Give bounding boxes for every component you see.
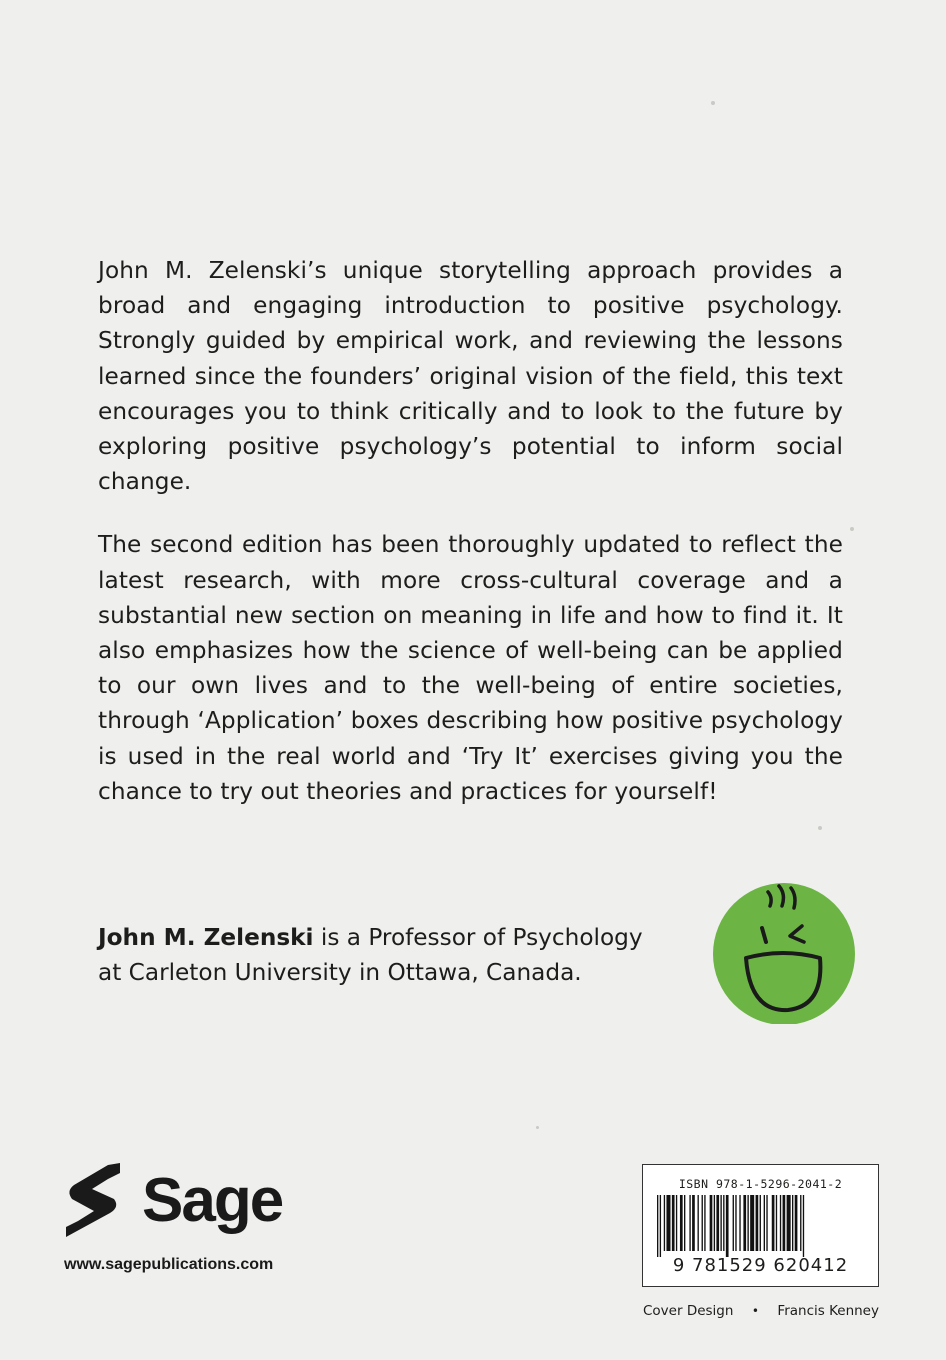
barcode-bar: [766, 1195, 767, 1251]
publisher-url[interactable]: www.sagepublications.com: [64, 1256, 274, 1273]
barcode-bar: [726, 1195, 729, 1257]
barcode-bar: [783, 1195, 786, 1251]
author-bio: [98, 920, 698, 990]
barcode-bar: [743, 1195, 746, 1251]
barcode-bar: [710, 1195, 713, 1251]
barcode-bar: [792, 1195, 793, 1251]
barcode-bar: [760, 1195, 761, 1251]
sage-logo: [64, 1163, 304, 1239]
isbn-barcode: [642, 1164, 879, 1287]
barcode-bar: [803, 1195, 804, 1257]
barcode-bar: [692, 1195, 695, 1251]
sage-wordmark: Sage: [142, 1166, 283, 1235]
barcode-bar: [664, 1195, 665, 1251]
author-bio-line-1: is a Professor of Psychology: [313, 924, 643, 951]
barcode-bar: [795, 1195, 798, 1251]
barcode-bar: [739, 1195, 740, 1251]
barcode-bar: [680, 1195, 683, 1251]
barcode-bar: [750, 1195, 754, 1251]
barcode-bar: [698, 1195, 699, 1251]
paper-speck: [850, 527, 854, 531]
paper-speck: [711, 101, 715, 105]
barcode-digits: 9 781529 620412: [672, 1255, 849, 1276]
barcode-bar: [716, 1195, 719, 1251]
barcode-bar: [756, 1195, 759, 1251]
barcode-bar: [676, 1195, 677, 1251]
credit-role: Cover Design: [643, 1303, 734, 1319]
barcode-bar: [702, 1195, 703, 1251]
author-name: John M. Zelenski: [98, 924, 314, 951]
barcode-bar: [657, 1195, 658, 1257]
blurb-paragraph-1: John M. Zelenski’s unique storytelling approach provides a broad and engaging introduction to positive psychology. Strongly guided by empirical work, and reviewing the lessons learned since the founders’ original vision of the field, this text encourages you to think critically and to look to the future by exploring positive psychology’s potential to inform social change.: [98, 257, 843, 496]
credit-designer: Francis Kenney: [777, 1303, 879, 1319]
barcode-bar: [800, 1195, 801, 1251]
barcode-bar: [764, 1195, 765, 1251]
barcode-bar: [772, 1195, 775, 1251]
smiley-face-icon: [706, 878, 862, 1024]
sage-s-mark-icon: [64, 1163, 126, 1239]
book-blurb: [98, 253, 843, 837]
barcode-bar: [672, 1195, 675, 1251]
barcode-bar: [776, 1195, 777, 1251]
barcode-bar: [787, 1195, 791, 1251]
barcode-bar: [720, 1195, 721, 1251]
blurb-paragraph-2: The second edition has been thoroughly updated to reflect the latest research, with more cross-cultural coverage and a substantial new section on meaning in life and how to find it. It also emphasizes how the science of well-being can be applied to our own lives and to the well-being of entire societies, through ‘Application’ boxes describing how positive psychology is used in the real world and ‘Try It’ exercises giving you the chance to try out theories and practices for yourself!: [98, 531, 843, 805]
credit-separator: •: [751, 1304, 759, 1318]
cover-credit: [643, 1303, 879, 1319]
barcode-bar: [660, 1195, 661, 1257]
barcode-bar: [747, 1195, 748, 1251]
paper-speck: [536, 1126, 539, 1129]
barcode-bar: [684, 1195, 685, 1251]
barcode-bars: [657, 1195, 864, 1257]
barcode-bar: [714, 1195, 715, 1251]
barcode-bar: [704, 1195, 705, 1251]
barcode-bar: [733, 1195, 734, 1251]
barcode-bar: [780, 1195, 781, 1251]
barcode-bar: [666, 1195, 670, 1251]
barcode-bar: [723, 1195, 724, 1251]
isbn-label: ISBN 978-1-5296-2041-2: [678, 1177, 843, 1191]
barcode-bar: [735, 1195, 736, 1251]
author-bio-line-2: at Carleton University in Ottawa, Canada.: [98, 959, 582, 987]
barcode-bar: [689, 1195, 690, 1251]
